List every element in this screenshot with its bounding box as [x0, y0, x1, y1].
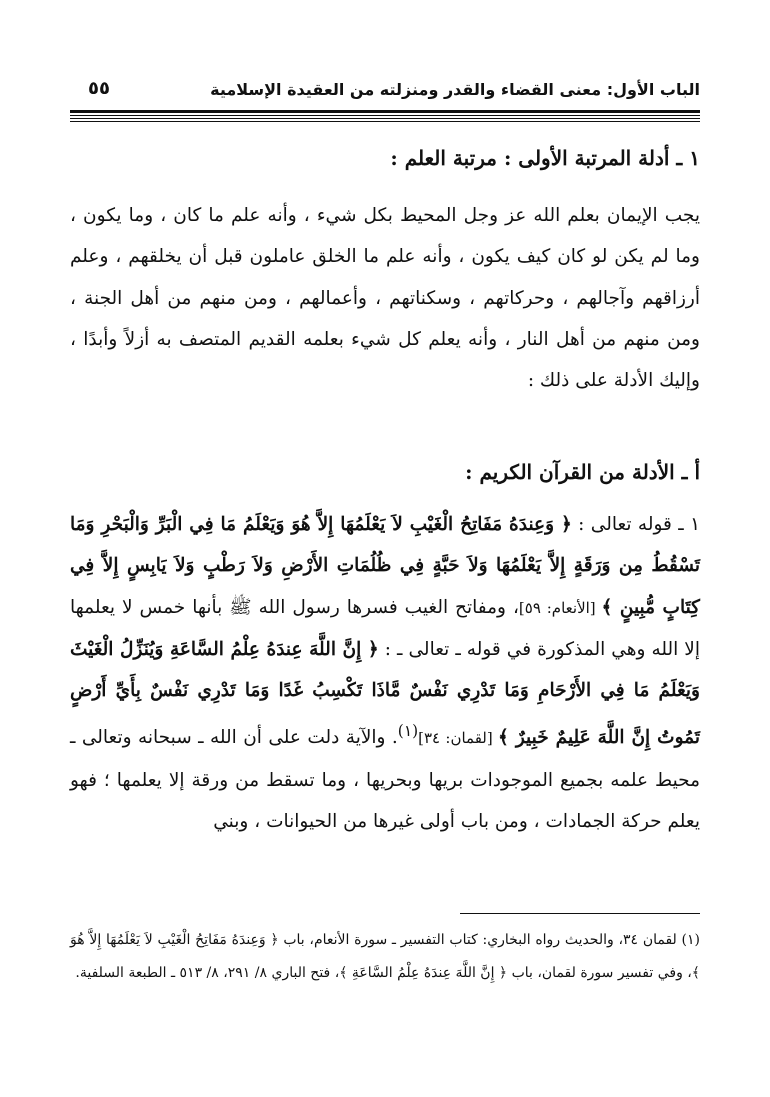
paragraph-knowledge: يجب الإيمان بعلم الله عز وجل المحيط بكل شيء ، وأنه علم ما كان ، وما يكون ، وما لم يكن لو كان كيف يكون ، وأنه علم ما الخلق عاملون قبل أن يخلقهم ، وعلم أرزاقهم وآجالهم ، وحركاتهم ، وسكناتهم ، وأعمالهم ، ومن منهم من أهل الجنة ، ومن منهم من أهل النار ، وأنه يعلم كل شيء بعلمه القديم المتصف به أزلاً وأبدًا ، وإليك الأدلة على ذلك :	[70, 205, 700, 392]
conclusion-text: . والآية دلت على أن الله ـ سبحانه وتعالى ـ محيط علمه بجميع الموجودات بريها وبحريها ، وما تسقط من ورقة إلا يعلمها ؛ فهو يعلم حركة الجمادات ، ومن باب أولى غيرها من الحيوانات ، وبني	[70, 727, 700, 833]
explanation-text: ، ومفاتح الغيب فسرها رسول الله ﷺ بأنها خمس لا يعلمها إلا الله وهي المذكورة في قوله ـ تعالى ـ :	[70, 596, 700, 660]
section-heading-quran-evidence: أ ـ الأدلة من القرآن الكريم :	[465, 460, 700, 484]
footnote-separator	[460, 913, 700, 914]
footnote-marker[interactable]: (١)	[397, 722, 419, 741]
page-number: ٥٥	[88, 78, 110, 99]
verse-reference-luqman: [لقمان: ٣٤]	[418, 729, 499, 748]
header-rule-thin	[70, 121, 700, 122]
verse-reference-anam: [الأنعام: ٥٩]	[518, 598, 602, 617]
quran-verse-anam: ﴿ وَعِندَهُ مَفَاتِحُ الْغَيْبِ لاَ يَعْلَمُهَا إِلاَّ هُوَ وَيَعْلَمُ مَا فِي الْبَرِّ وَالْبَحْرِ وَمَا تَسْقُطُ مِن وَرَقَةٍ إِلاَّ يَعْلَمُهَا وَلاَ حَبَّةٍ فِي ظُلُمَاتِ الأَرْضِ وَلاَ رَطْبٍ وَلاَ يَابِسٍ إِلاَّ فِي كِتَابٍ مُّبِينٍ ﴾	[70, 514, 700, 618]
header-rule-thin	[70, 118, 700, 119]
item-intro: ١ ـ قوله تعالى :	[571, 514, 700, 535]
page-header	[70, 68, 700, 108]
section-heading-knowledge: ١ ـ أدلة المرتبة الأولى : مرتبة العلم :	[390, 146, 700, 170]
running-title: الباب الأول: معنى القضاء والقدر ومنزلته من العقيدة الإسلامية	[210, 80, 700, 99]
quran-verse-luqman: ﴿ إِنَّ اللَّهَ عِندَهُ عِلْمُ السَّاعَةِ وَيُنَزِّلُ الْغَيْثَ وَيَعْلَمُ مَا فِي الأَرْحَامِ وَمَا تَدْرِي نَفْسٌ مَّاذَا تَكْسِبُ غَدًا وَمَا تَدْرِي نَفْسٌ بِأَيِّ أَرْضٍ تَمُوتُ إِنَّ اللَّهَ عَلِيمٌ خَبِيرٌ ﴾	[70, 638, 700, 749]
header-rule-thick	[70, 110, 700, 113]
paragraph-quran-evidence	[70, 504, 700, 843]
footnote: (١) لقمان ٣٤، والحديث رواه البخاري: كتاب التفسير ـ سورة الأنعام، باب ﴿ وَعِندَهُ مَفَاتِحُ الْغَيْبِ لاَ يَعْلَمُهَا إِلاَّ هُوَ ﴾، وفي تفسير سورة لقمان، باب ﴿ إِنَّ اللَّهَ عِندَهُ عِلْمُ السَّاعَةِ ﴾، فتح الباري ٨/ ٢٩١، ٨/ ٥١٣ ـ الطبعة السلفية.	[70, 932, 701, 981]
header-rule-thin	[70, 115, 700, 116]
